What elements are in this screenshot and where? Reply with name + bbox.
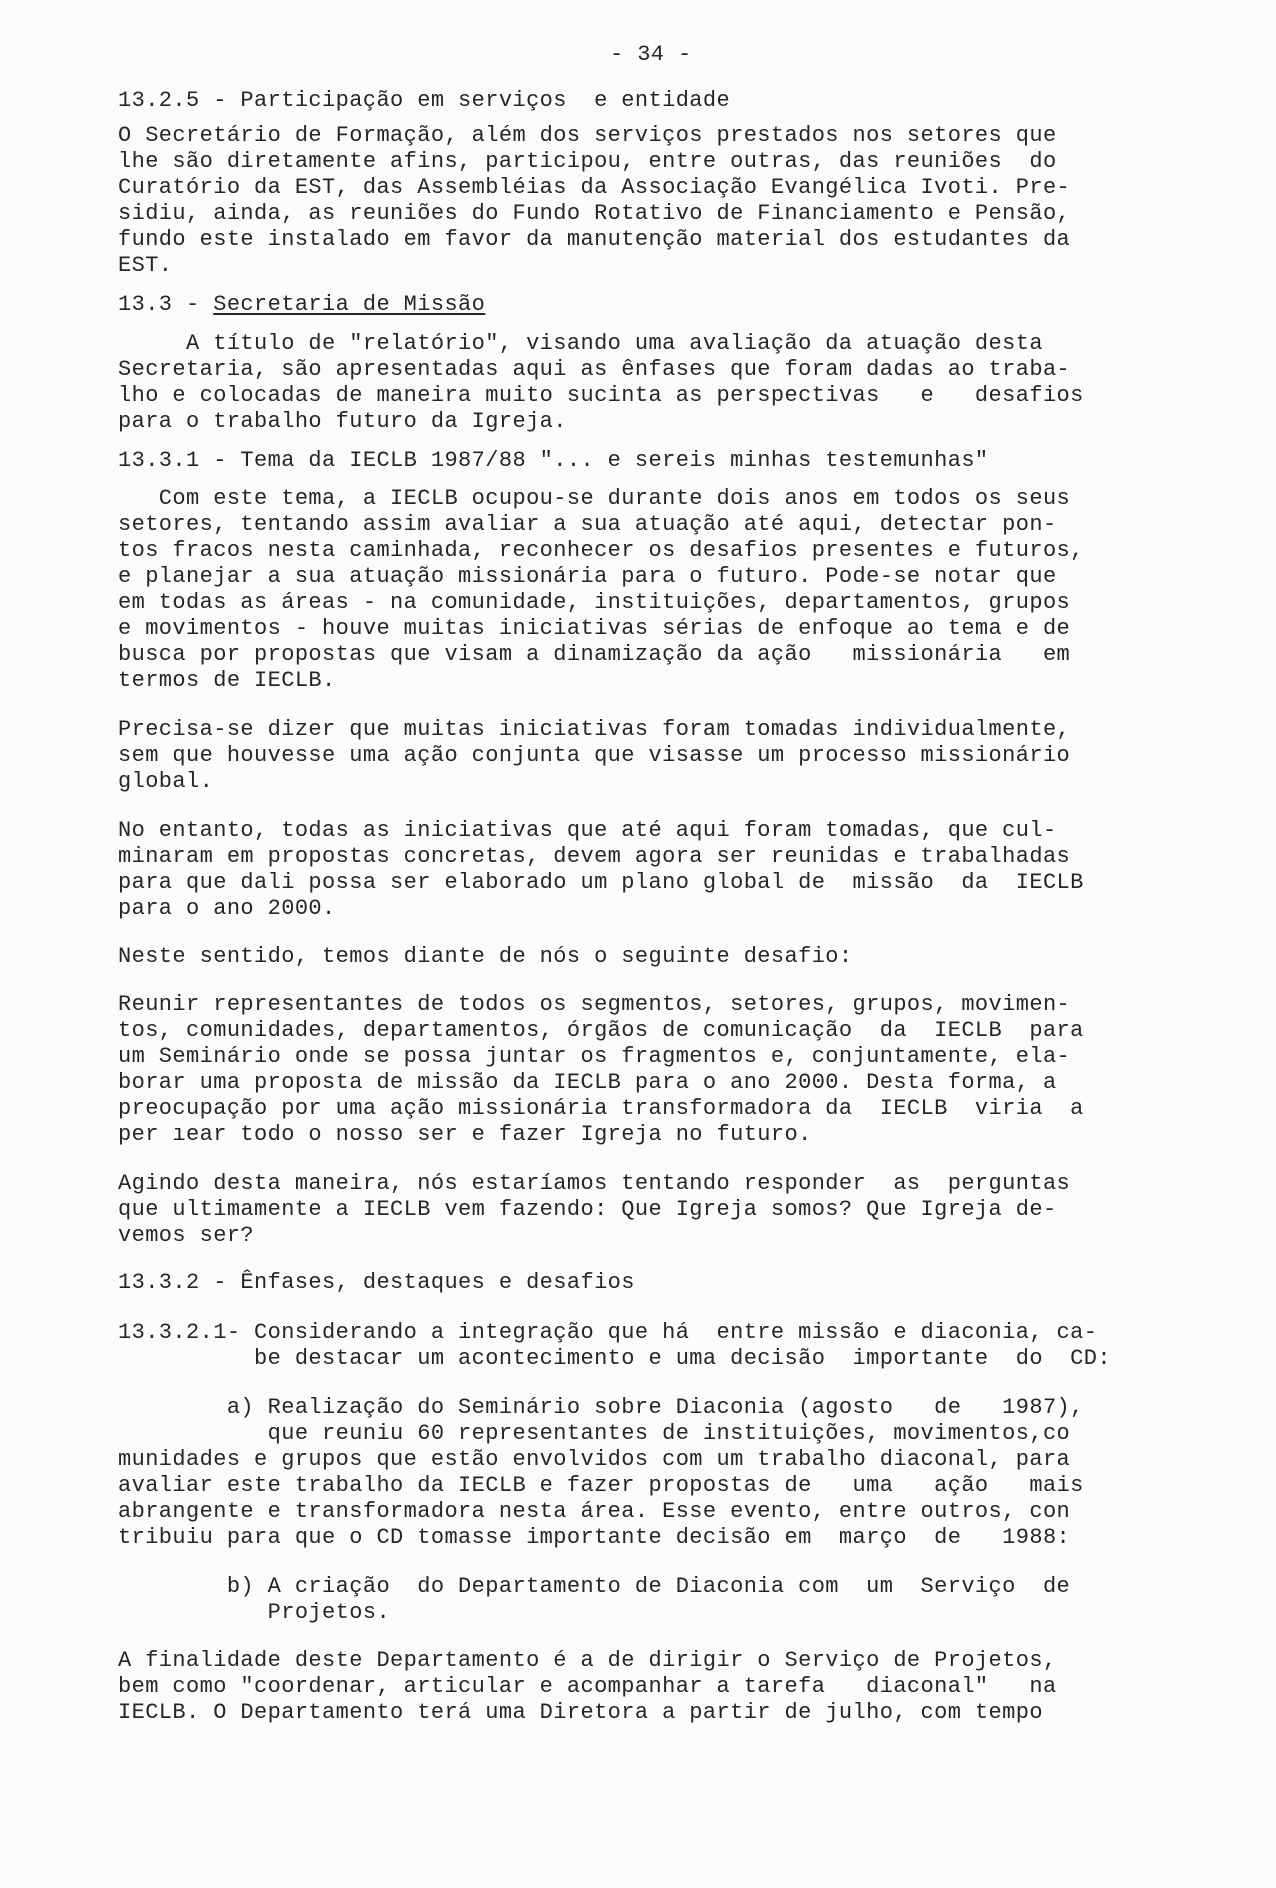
body-line: Precisa-se dizer que muitas iniciativas foram tomadas individualmente, <box>118 717 1071 742</box>
body-line: sidiu, ainda, as reuniões do Fundo Rotativo de Financiamento e Pensão, <box>118 201 1071 226</box>
body-line: Secretaria, são apresentadas aqui as ênfases que foram dadas ao traba- <box>118 357 1071 382</box>
body-line: um Seminário onde se possa juntar os fragmentos e, conjuntamente, ela- <box>118 1044 1071 1069</box>
body-line: Agindo desta maneira, nós estaríamos tentando responder as perguntas <box>118 1171 1071 1196</box>
body-line: O Secretário de Formação, além dos serviços prestados nos setores que <box>118 123 1057 148</box>
body-line: em todas as áreas - na comunidade, instituições, departamentos, grupos <box>118 590 1071 615</box>
body-line: tribuiu para que o CD tomasse importante decisão em março de 1988: <box>118 1525 1071 1550</box>
body-line: que ultimamente a IECLB vem fazendo: Que Igreja somos? Que Igreja de- <box>118 1197 1057 1222</box>
body-line: Reunir representantes de todos os segmentos, setores, grupos, movimen- <box>118 992 1071 1017</box>
heading-13-3-title: Secretaria de Missão <box>213 292 486 317</box>
body-line: Com este tema, a IECLB ocupou-se durante dois anos em todos os seus <box>118 486 1071 511</box>
heading-13-3-1: 13.3.1 - Tema da IECLB 1987/88 "... e sereis minhas testemunhas" <box>118 448 989 473</box>
body-line: global. <box>118 769 214 794</box>
body-line: be destacar um acontecimento e uma decisão importante do CD: <box>118 1346 1111 1371</box>
body-line: para o trabalho futuro da Igreja. <box>118 409 567 434</box>
body-line: A título de "relatório", visando uma avaliação da atuação desta <box>118 331 1043 356</box>
body-line: lho e colocadas de maneira muito sucinta as perspectivas e desafios <box>118 383 1084 408</box>
body-line: per ıear todo o nosso ser e fazer Igreja no futuro. <box>118 1122 812 1147</box>
body-line: EST. <box>118 253 173 278</box>
body-line: preocupação por uma ação missionária transformadora da IECLB viria a <box>118 1096 1084 1121</box>
heading-13-3-2: 13.3.2 - Ênfases, destaques e desafios <box>118 1270 635 1295</box>
body-line: A finalidade deste Departamento é a de dirigir o Serviço de Projetos, <box>118 1648 1057 1673</box>
body-line: setores, tentando assim avaliar a sua atuação até aqui, detectar pon- <box>118 512 1057 537</box>
body-line: abrangente e transformadora nesta área. Esse evento, entre outros, con <box>118 1499 1071 1524</box>
body-line: que reuniu 60 representantes de instituições, movimentos,co <box>118 1421 1071 1446</box>
body-line: munidades e grupos que estão envolvidos com um trabalho diaconal, para <box>118 1447 1071 1472</box>
heading-13-3-number: 13.3 - <box>118 292 214 317</box>
body-line: tos fracos nesta caminhada, reconhecer os desafios presentes e futuros, <box>118 538 1084 563</box>
body-line: fundo este instalado em favor da manutenção material dos estudantes da <box>118 227 1071 252</box>
body-line: para o ano 2000. <box>118 896 336 921</box>
body-line: 13.3.2.1- Considerando a integração que há entre missão e diaconia, ca- <box>118 1320 1098 1345</box>
list-item-a: a) Realização do Seminário sobre Diaconia (agosto de 1987), <box>118 1395 1084 1420</box>
body-line: e movimentos - houve muitas iniciativas sérias de enfoque ao tema e de <box>118 616 1071 641</box>
body-line: tos, comunidades, departamentos, órgãos de comunicação da IECLB para <box>118 1018 1084 1043</box>
body-line: busca por propostas que visam a dinamização da ação missionária em <box>118 642 1071 667</box>
body-line: lhe são diretamente afins, participou, entre outras, das reuniões do <box>118 149 1057 174</box>
body-line: IECLB. O Departamento terá uma Diretora a partir de julho, com tempo <box>118 1700 1043 1725</box>
heading-13-2-5: 13.2.5 - Participação em serviços e entidade <box>118 88 731 113</box>
body-line: avaliar este trabalho da IECLB e fazer propostas de uma ação mais <box>118 1473 1084 1498</box>
body-line: sem que houvesse uma ação conjunta que visasse um processo missionário <box>118 743 1071 768</box>
body-line: e planejar a sua atuação missionária para o futuro. Pode-se notar que <box>118 564 1057 589</box>
body-line: minaram em propostas concretas, devem agora ser reunidas e trabalhadas <box>118 844 1071 869</box>
body-line: bem como "coordenar, articular e acompanhar a tarefa diaconal" na <box>118 1674 1057 1699</box>
body-line: para que dali possa ser elaborado um plano global de missão da IECLB <box>118 870 1084 895</box>
body-line: Projetos. <box>118 1600 391 1625</box>
list-item-b: b) A criação do Departamento de Diaconia com um Serviço de <box>118 1574 1071 1599</box>
body-line: No entanto, todas as iniciativas que até aqui foram tomadas, que cul- <box>118 818 1057 843</box>
body-line: borar uma proposta de missão da IECLB para o ano 2000. Desta forma, a <box>118 1070 1057 1095</box>
body-line: vemos ser? <box>118 1223 255 1248</box>
page-number: - 34 - <box>610 42 692 67</box>
heading-13-3 <box>118 292 485 318</box>
body-line: Neste sentido, temos diante de nós o seguinte desafio: <box>118 944 853 969</box>
body-line: Curatório da EST, das Assembléias da Associação Evangélica Ivoti. Pre- <box>118 175 1071 200</box>
body-line: termos de IECLB. <box>118 668 336 693</box>
